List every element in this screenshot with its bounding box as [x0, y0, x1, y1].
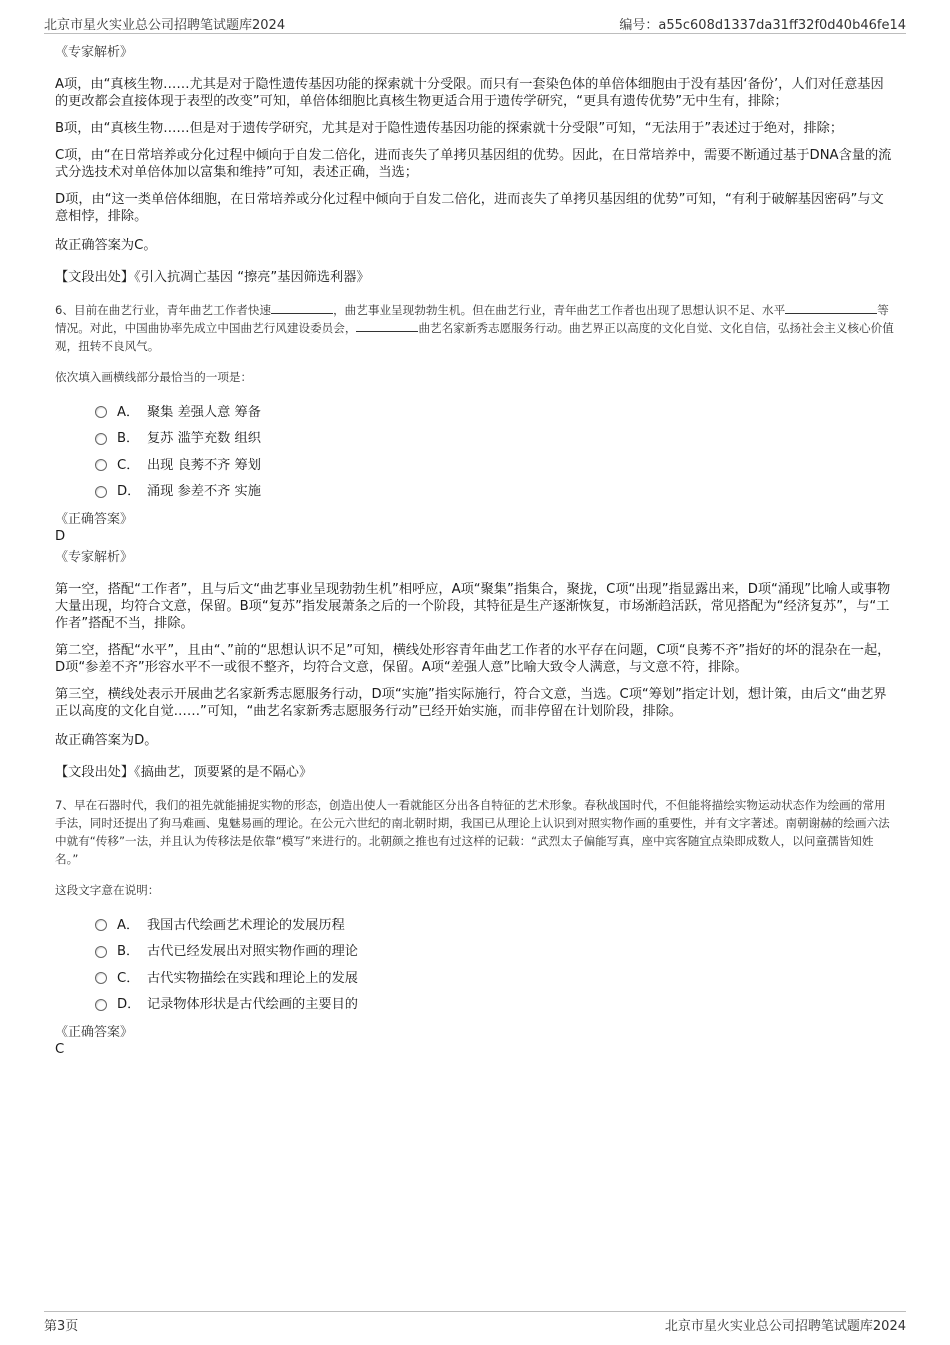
analysis-label: 《专家解析》 — [55, 550, 134, 565]
header-title: 北京市星火实业总公司招聘笔试题库2024 — [44, 18, 286, 33]
radio-icon[interactable] — [95, 919, 107, 931]
radio-icon[interactable] — [95, 433, 107, 445]
radio-icon[interactable] — [95, 459, 107, 471]
analysis-paragraph: D项，由“这一类单倍体细胞，在日常培养或分化过程中倾向于自发二倍化，进而丧失了单拷贝基因组的优势”可知，“有利于破解基因密码”与文意相悖，排除。 — [55, 192, 884, 224]
option-b[interactable]: B． 古代已经发展出对照实物作画的理论 — [95, 937, 895, 964]
option-a[interactable]: A． 聚集 差强人意 筹备 — [95, 397, 895, 424]
page-header — [44, 12, 906, 34]
correct-answer-label: 《正确答案》 — [55, 1025, 134, 1040]
analysis-paragraph: C项，由“在日常培养或分化过程中倾向于自发二倍化，进而丧失了单拷贝基因组的优势。因此，在日常培养中，需要不断通过基于DNA含量的流式分选技术对单倍体加以富集和维持”可知，表述正确，当选； — [55, 148, 892, 180]
question-7-text: 7、早在石器时代，我们的祖先就能捕捉实物的形态，创造出使人一看就能区分出各自特征的艺术形象。春秋战国时代，不但能将描绘实物运动状态作为绘画的常用手法，同时还提出了狗马难画、鬼魅易画的理论。在公元六世纪的南北朝时期，我国已从理论上认识到对照实物作画的重要性，并有文字著述。南朝谢赫的绘画六法中就有“传移”一法，并且认为传移法是依靠“模写”来进行的。北朝颜之推也有过这样的记载：“武烈太子偏能写真，座中宾客随宜点染即成数人，以问童孺皆知姓名。” — [55, 798, 890, 866]
option-d[interactable]: D． 涌现 参差不齐 实施 — [95, 477, 895, 504]
analysis-paragraph: 第二空，搭配“水平”，且由“、”前的“思想认识不足”可知，横线处形容青年曲艺工作者的水平存在问题，C项“良莠不齐”指好的坏的混杂在一起，D项“参差不齐”形容水平不一或很不整齐，均符合文意，保留。A项“差强人意”比喻大致令人满意，与文意不符，排除。 — [55, 643, 891, 675]
correct-answer-value: D — [55, 529, 66, 544]
page-number: 第3页 — [44, 1319, 79, 1334]
radio-icon[interactable] — [95, 406, 107, 418]
passage-source: 【文段出处】《引入抗凋亡基因 “擦亮”基因筛选利器》 — [55, 270, 370, 285]
footer-title: 北京市星火实业总公司招聘笔试题库2024 — [664, 1319, 906, 1334]
option-c[interactable]: C． 出现 良莠不齐 筹划 — [95, 450, 895, 477]
analysis-paragraph: 第三空，横线处表示开展曲艺名家新秀志愿服务行动，D项“实施”指实际施行，符合文意，当选。C项“筹划”指定计划，想计策，由后文“曲艺界正以高度的文化自觉……”可知，“曲艺名家新秀志愿服务行动”已经开始实施，而非停留在计划阶段，排除。 — [55, 687, 887, 719]
analysis-paragraph: B项，由“真核生物……但是对于遗传学研究，尤其是对于隐性遗传基因功能的探索就十分受限”可知，“无法用于”表述过于绝对，排除； — [55, 121, 844, 136]
correct-answer-value: C — [55, 1042, 65, 1057]
analysis-paragraph: 第一空，搭配“工作者”，且与后文“曲艺事业呈现勃勃生机”相呼应，A项“聚集”指集合，聚拢，C项“出现”指显露出来，D项“涌现”比喻人或事物大量出现，均符合文意，保留。B项“复苏”指发展萧条之后的一个阶段，其特征是生产逐渐恢复，市场渐趋活跃，常见搭配为“经济复苏”，与“工作者”搭配不当，排除。 — [55, 582, 891, 631]
passage-source: 【文段出处】《搞曲艺，顶要紧的是不隔心》 — [55, 765, 313, 780]
page-content — [55, 44, 895, 1058]
radio-icon[interactable] — [95, 999, 107, 1011]
analysis-paragraph: A项，由“真核生物……尤其是对于隐性遗传基因功能的探索就十分受限。而只有一套染色体的单倍体细胞由于没有基因‘备份’，人们对任意基因的更改都会直接体现于表型的改变”可知，单倍体细胞比真核生物更适合用于遗传学研究，“更具有遗传优势”无中生有，排除； — [55, 77, 884, 109]
option-c[interactable]: C． 古代实物描绘在实践和理论上的发展 — [95, 963, 895, 990]
final-answer: 故正确答案为D。 — [55, 733, 158, 748]
header-serial: 编号：a55c608d1337da31ff32f0d40b46fe14 — [619, 18, 906, 33]
question-6-text: 6、目前在曲艺行业，青年曲艺工作者快速 ，曲艺事业呈现勃勃生机。但在曲艺行业，青年曲艺工作者也出现了思想认识不足、水平 等情况。对此，中国曲协率先成立中国曲艺行风建设委员会， 曲艺名家新秀志愿服务行动。曲艺界正以高度的文化自觉、文化自信，弘扬社会主义核心价值观，扭转不良风气。 — [55, 303, 894, 353]
blank-line — [271, 302, 333, 314]
radio-icon[interactable] — [95, 972, 107, 984]
option-b[interactable]: B． 复苏 滥竽充数 组织 — [95, 424, 895, 451]
page-footer — [44, 1311, 906, 1335]
option-a[interactable]: A． 我国古代绘画艺术理论的发展历程 — [95, 910, 895, 937]
analysis-label: 《专家解析》 — [55, 45, 134, 60]
radio-icon[interactable] — [95, 486, 107, 498]
correct-answer-label: 《正确答案》 — [55, 512, 134, 527]
blank-line — [785, 302, 877, 314]
question-6-options — [95, 397, 895, 503]
radio-icon[interactable] — [95, 946, 107, 958]
question-7-prompt: 这段文字意在说明： — [55, 883, 160, 897]
option-d[interactable]: D． 记录物体形状是古代绘画的主要目的 — [95, 990, 895, 1017]
blank-line — [356, 320, 418, 332]
final-answer: 故正确答案为C。 — [55, 238, 157, 253]
question-7-options — [95, 910, 895, 1016]
question-6-prompt: 依次填入画横线部分最恰当的一项是： — [55, 370, 253, 384]
